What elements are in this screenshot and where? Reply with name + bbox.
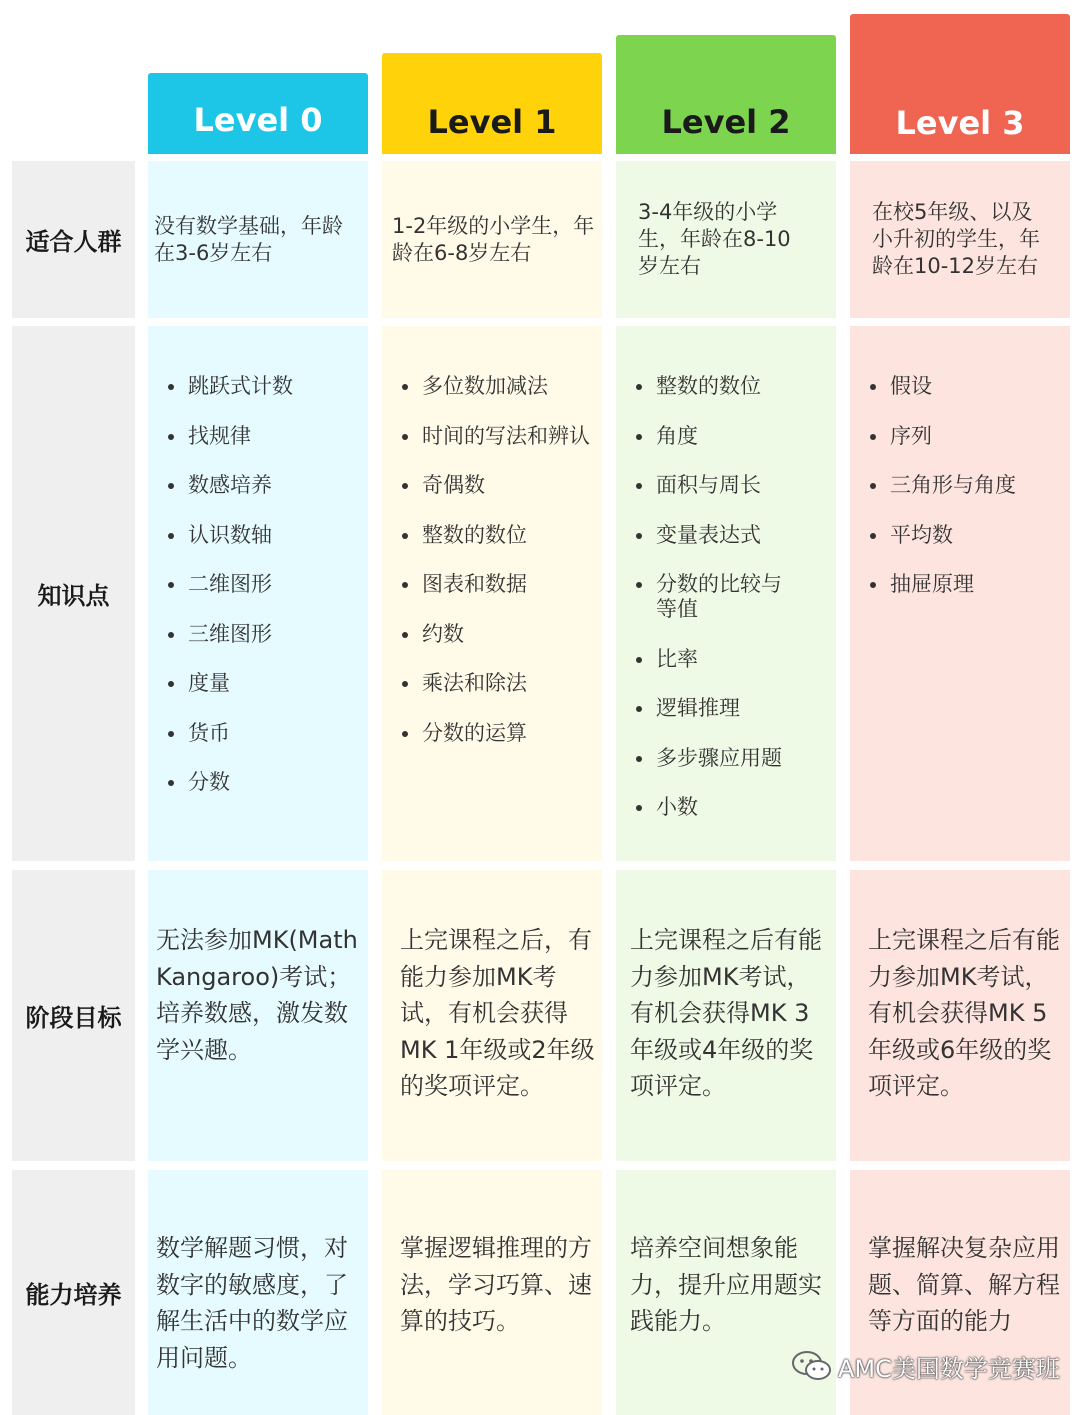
topic-item: 平均数	[866, 523, 1064, 548]
topic-item: 整数的数位	[632, 374, 830, 399]
goal-cell-level-0: 无法参加MK(Math Kangaroo)考试；培养数感，激发数学兴趣。	[148, 870, 368, 1161]
audience-text: 1-2年级的小学生，年龄在6-8岁左右	[392, 213, 595, 265]
ability-cell-level-0: 数学解题习惯，对数字的敏感度，了解生活中的数学应用问题。	[148, 1170, 368, 1415]
goal-cell-level-1: 上完课程之后，有能力参加MK考试，有机会获得MK 1年级或2年级的奖项评定。	[382, 870, 602, 1161]
ability-cell-level-2: 培养空间想象能力，提升应用题实践能力。	[616, 1170, 836, 1415]
topic-item: 小数	[632, 795, 830, 820]
topic-item: 乘法和除法	[398, 671, 596, 696]
topic-item: 约数	[398, 622, 596, 647]
row-label-abilities: 能力培养	[12, 1170, 135, 1415]
topics-list-level-0	[154, 326, 362, 795]
header-level-0-label: Level 0	[193, 100, 323, 139]
header-level-3	[850, 14, 1070, 154]
header-level-2	[616, 35, 836, 154]
audience-cell-level-2	[616, 161, 836, 318]
audience-cell-level-0	[148, 161, 368, 318]
audience-text: 在校5年级、以及小升初的学生，年龄在10-12岁左右	[872, 200, 1040, 278]
topic-item: 多步骤应用题	[632, 746, 830, 771]
topic-item: 多位数加减法	[398, 374, 596, 399]
audience-text: 没有数学基础，年龄在3-6岁左右	[154, 213, 343, 265]
topic-item: 图表和数据	[398, 572, 596, 597]
header-level-1	[382, 53, 602, 154]
ability-cell-level-1: 掌握逻辑推理的方法，学习巧算、速算的技巧。	[382, 1170, 602, 1415]
topics-list-level-3	[856, 326, 1064, 597]
topic-item: 度量	[164, 671, 362, 696]
topic-item: 抽屉原理	[866, 572, 1064, 597]
header-level-1-label: Level 1	[427, 102, 557, 141]
goal-cell-level-3: 上完课程之后有能力参加MK考试，有机会获得MK 5年级或6年级的奖项评定。	[850, 870, 1070, 1161]
topics-list-level-1	[388, 326, 596, 746]
topic-item: 面积与周长	[632, 473, 830, 498]
header-level-3-label: Level 3	[895, 104, 1025, 142]
topics-list-level-2	[622, 326, 830, 820]
audience-cell-level-1	[382, 161, 602, 318]
watermark	[790, 1346, 1080, 1386]
topic-item: 三维图形	[164, 622, 362, 647]
topic-item: 角度	[632, 424, 830, 449]
topic-item: 跳跃式计数	[164, 374, 362, 399]
topic-item: 变量表达式	[632, 523, 830, 548]
topics-cell-level-2	[616, 326, 836, 861]
topic-item: 认识数轴	[164, 523, 362, 548]
topic-item: 分数	[164, 770, 362, 795]
topic-item: 整数的数位	[398, 523, 596, 548]
topics-cell-level-0	[148, 326, 368, 861]
topic-item: 序列	[866, 424, 1064, 449]
row-label-topics: 知识点	[12, 326, 135, 861]
wechat-icon	[790, 1349, 834, 1383]
topics-cell-level-3	[850, 326, 1070, 861]
topic-item: 货币	[164, 721, 362, 746]
topic-item: 三角形与角度	[866, 473, 1064, 498]
header-level-0	[148, 73, 368, 154]
audience-cell-level-3	[850, 161, 1070, 318]
row-label-audience: 适合人群	[12, 161, 135, 318]
topic-item: 假设	[866, 374, 1064, 399]
topic-item: 分数的比较与等值	[632, 572, 830, 622]
goal-cell-level-2: 上完课程之后有能力参加MK考试，有机会获得MK 3年级或4年级的奖项评定。	[616, 870, 836, 1161]
row-label-goals: 阶段目标	[12, 870, 135, 1161]
topic-item: 数感培养	[164, 473, 362, 498]
topic-item: 比率	[632, 647, 830, 672]
topic-item: 找规律	[164, 424, 362, 449]
header-level-2-label: Level 2	[661, 102, 791, 141]
audience-text: 3-4年级的小学生，年龄在8-10岁左右	[638, 200, 791, 278]
topics-cell-level-1	[382, 326, 602, 861]
topic-item: 二维图形	[164, 572, 362, 597]
ability-cell-level-3: 掌握解决复杂应用题、简算、解方程等方面的能力	[850, 1170, 1070, 1415]
topic-item: 奇偶数	[398, 473, 596, 498]
topic-item: 逻辑推理	[632, 696, 830, 721]
watermark-text: AMC美国数学竞赛班	[838, 1354, 1060, 1383]
topic-item: 时间的写法和辨认	[398, 424, 596, 449]
topic-item: 分数的运算	[398, 721, 596, 746]
